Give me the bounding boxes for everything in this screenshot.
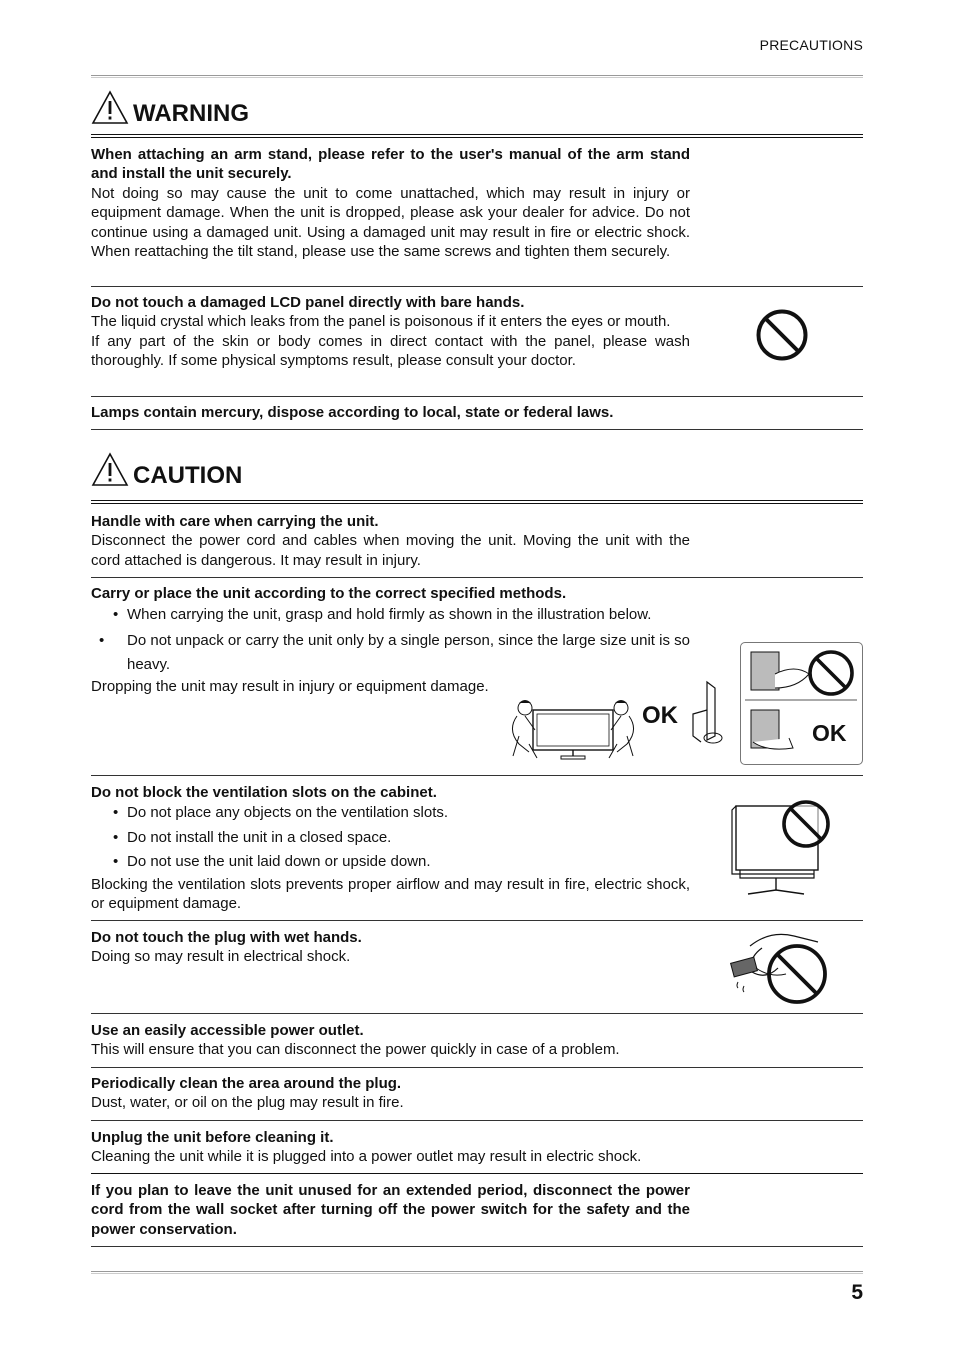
bullet-item: • Do not unpack or carry the unit only by a single person, since the large size unit is so heavy. bbox=[99, 632, 690, 673]
caution-title: CAUTION bbox=[133, 462, 243, 489]
divider bbox=[91, 1013, 863, 1014]
divider bbox=[91, 396, 863, 397]
prohibited-icon bbox=[765, 942, 829, 1006]
divider bbox=[91, 429, 863, 430]
caution-item-extended-period bbox=[91, 1181, 690, 1239]
item-text: This will ensure that you can disconnect the power quickly in case of a problem. bbox=[91, 1041, 620, 1059]
item-text: Blocking the ventilation slots prevents proper airflow and may result in fire, electric shock, or equipment damage. bbox=[91, 876, 690, 913]
divider bbox=[91, 1246, 863, 1247]
two-person-carry-illustration bbox=[503, 694, 643, 766]
item-text: Not doing so may cause the unit to come unattached, which may result in injury or equipment damage. When the unit is dropped, please ask your dealer for advice. Do not continue using a damaged unit. Using a damaged unit may result in fire or electric shock. When reattaching the tilt stand, please use the same screws and tighten them securely. bbox=[91, 184, 690, 261]
divider bbox=[91, 920, 863, 921]
warning-title: WARNING bbox=[133, 100, 249, 127]
item-text: If any part of the skin or body comes in direct contact with the panel, please wash thoroughly. If some physical symptoms result, please consult your doctor. bbox=[91, 332, 690, 370]
item-title: When attaching an arm stand, please refer to the user's manual of the arm stand and install the unit securely. bbox=[91, 146, 690, 183]
warning-item-lcd-panel bbox=[91, 293, 690, 371]
item-text: Cleaning the unit while it is plugged into a power outlet may result in electric shock. bbox=[91, 1148, 642, 1166]
item-title: Use an easily accessible power outlet. bbox=[91, 1022, 364, 1039]
divider bbox=[91, 1120, 863, 1121]
warning-item-arm-stand bbox=[91, 145, 690, 261]
divider bbox=[91, 577, 863, 578]
item-title: Periodically clean the area around the plug. bbox=[91, 1075, 402, 1092]
bullet-item: • Do not place any objects on the ventilation slots. bbox=[113, 804, 449, 821]
bullet-item: • Do not use the unit laid down or upside down. bbox=[113, 853, 431, 870]
item-text: Dropping the unit may result in injury or equipment damage. bbox=[91, 678, 489, 695]
bullet-item: • When carrying the unit, grasp and hold firmly as shown in the illustration below. bbox=[113, 606, 652, 623]
item-title: If you plan to leave the unit unused for an extended period, disconnect the power cord from the wall socket after turning off the power switch for the safety and the power conservation. bbox=[91, 1182, 690, 1238]
caution-item-wet-hands bbox=[91, 928, 690, 967]
divider bbox=[91, 1067, 863, 1068]
prohibited-icon bbox=[806, 648, 856, 698]
ok-label: OK bbox=[812, 720, 847, 746]
divider bbox=[91, 286, 863, 287]
divider bbox=[91, 775, 863, 776]
prohibited-icon bbox=[780, 798, 832, 850]
item-title: Unplug the unit before cleaning it. bbox=[91, 1129, 334, 1146]
item-title: Lamps contain mercury, dispose according to local, state or federal laws. bbox=[91, 404, 614, 421]
prohibited-icon bbox=[755, 308, 809, 362]
divider bbox=[91, 1173, 863, 1174]
item-text: Disconnect the power cord and cables when moving the unit. Moving the unit with the cord attached is dangerous. It may result in injury. bbox=[91, 532, 690, 569]
bullet-item: • Do not install the unit in a closed space. bbox=[113, 829, 392, 846]
caution-item-ventilation-title bbox=[91, 783, 690, 802]
caution-triangle-icon bbox=[91, 452, 129, 488]
caution-heading bbox=[91, 452, 242, 488]
caution-item-unplug bbox=[91, 1128, 690, 1167]
item-title: Do not block the ventilation slots on the cabinet. bbox=[91, 784, 437, 801]
caution-item-ventilation-text bbox=[91, 875, 690, 914]
item-title: Handle with care when carrying the unit. bbox=[91, 513, 379, 530]
ok-label: OK bbox=[642, 702, 678, 729]
footer-rule bbox=[91, 1271, 863, 1274]
item-title: Do not touch the plug with wet hands. bbox=[91, 929, 362, 946]
item-text: The liquid crystal which leaks from the panel is poisonous if it enters the eyes or mouth. bbox=[91, 313, 671, 331]
page-number: 5 bbox=[851, 1281, 863, 1304]
warning-heading bbox=[91, 90, 249, 126]
warning-triangle-icon bbox=[91, 90, 129, 126]
item-title: Do not touch a damaged LCD panel directly with bare hands. bbox=[91, 294, 525, 311]
item-text: Doing so may result in electrical shock. bbox=[91, 948, 351, 966]
header-rule bbox=[91, 75, 863, 78]
item-text: Dust, water, or oil on the plug may result in fire. bbox=[91, 1094, 404, 1112]
caution-item-clean-plug bbox=[91, 1074, 690, 1113]
caution-item-power-outlet bbox=[91, 1021, 690, 1060]
caution-item-handle-care bbox=[91, 512, 690, 570]
warning-item-mercury bbox=[91, 403, 690, 422]
warning-rule bbox=[91, 134, 863, 138]
item-title: Carry or place the unit according to the correct specified methods. bbox=[91, 585, 567, 602]
section-header: PRECAUTIONS bbox=[759, 37, 863, 53]
caution-rule bbox=[91, 500, 863, 504]
monitor-side-illustration bbox=[683, 680, 731, 748]
caution-item-carry-title bbox=[91, 584, 690, 603]
